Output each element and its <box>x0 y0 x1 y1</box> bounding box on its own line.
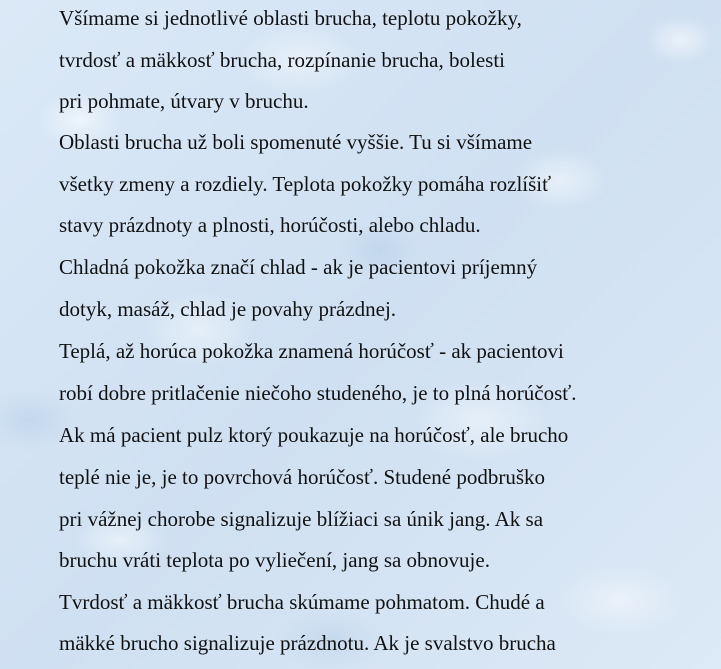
text-line: Teplá, až horúca pokožka znamená horúčosť - ak pacientovi <box>59 339 564 363</box>
text-line: mäkké brucho signalizuje prázdnotu. Ak je svalstvo brucha <box>59 631 556 655</box>
text-line: Ak má pacient pulz ktorý poukazuje na horúčosť, ale brucho <box>59 423 569 447</box>
text-line: Všímame si jednotlivé oblasti brucha, teplotu pokožky, <box>59 6 522 30</box>
text-line: Chladná pokožka značí chlad - ak je pacientovi príjemný <box>59 255 538 279</box>
text-line: teplé nie je, je to povrchová horúčosť. Studené podbruško <box>59 465 546 489</box>
text-line: všetky zmeny a rozdiely. Teplota pokožky pomáha rozlíšiť <box>59 172 552 196</box>
text-line: pri vážnej chorobe signalizuje blížiaci sa únik jang. Ak sa <box>59 507 544 531</box>
text-line: robí dobre pritlačenie niečoho studeného, je to plná horúčosť. <box>59 381 577 405</box>
text-line: tvrdosť a mäkkosť brucha, rozpínanie brucha, bolesti <box>59 48 505 72</box>
text-line: bruchu vráti teplota po vyliečení, jang sa obnovuje. <box>59 548 490 572</box>
text-line: Oblasti brucha už boli spomenuté vyššie. Tu si všímame <box>59 130 533 154</box>
text-line: dotyk, masáž, chlad je povahy prázdnej. <box>59 297 397 321</box>
text-line: Tvrdosť a mäkkosť brucha skúmame pohmatom. Chudé a <box>59 590 545 614</box>
text-line: stavy prázdnoty a plnosti, horúčosti, alebo chladu. <box>59 213 481 237</box>
text-line: pri pohmate, útvary v bruchu. <box>59 89 309 113</box>
